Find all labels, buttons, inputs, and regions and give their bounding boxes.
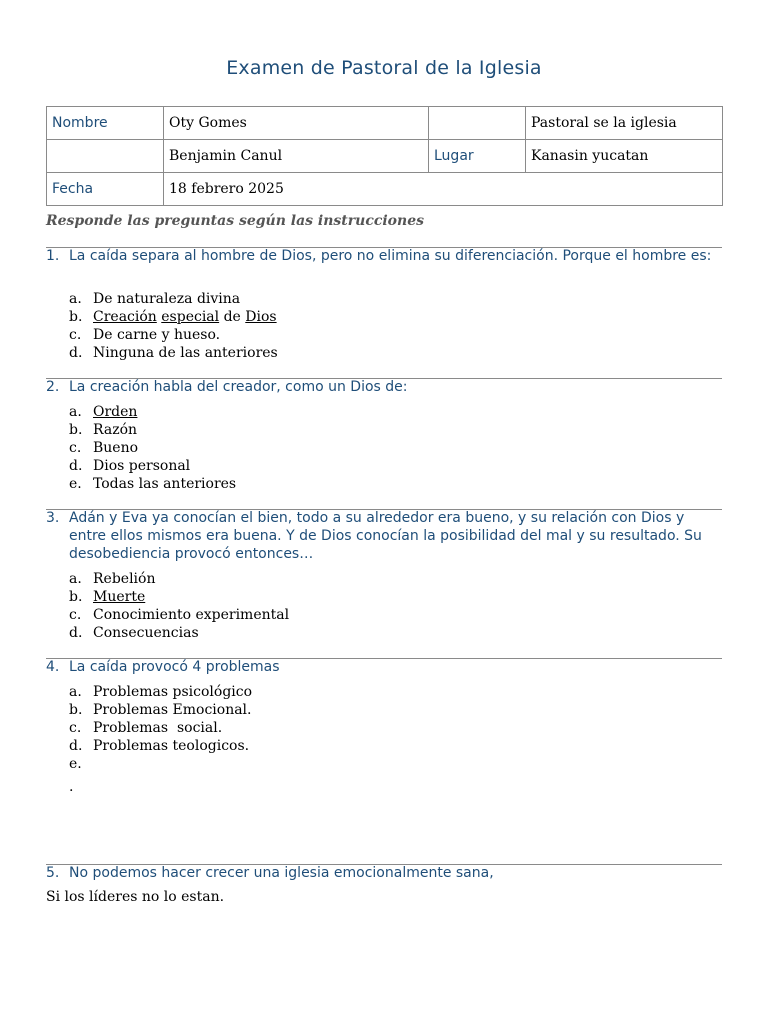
question-3-options [69,570,289,642]
second-name-value: Benjamin Canul [164,140,429,173]
question-1 [46,247,722,265]
option-e: e. [69,756,82,772]
question-text: La caída separa al hombre de Dios, pero no elimina su diferenciación. Porque el hombre es: [69,248,712,264]
question-4 [46,658,722,676]
question-text: La creación habla del creador, como un Dios de: [69,379,408,395]
question-4-options [69,683,252,773]
option-a: a. Rebelión [69,571,156,587]
name-label: Nombre [47,107,164,140]
option-d: d. Ninguna de las anteriores [69,345,278,361]
question-number: 5. [46,865,60,881]
table-row [47,140,723,173]
option-c: c. Bueno [69,440,139,456]
option-c: c. De carne y hueso. [69,327,221,343]
option-d: d. Consecuencias [69,625,199,641]
question-5 [46,864,722,882]
option-c: c. Conocimiento experimental [69,607,290,623]
question-2 [46,378,722,396]
place-value: Kanasin yucatan [526,140,723,173]
place-label: Lugar [429,140,526,173]
option-a: a. De naturaleza divina [69,291,241,307]
option-e: e. Todas las anteriores [69,476,237,492]
trailing-dot: . [69,779,74,795]
question-text: No podemos hacer crecer una iglesia emocionalmente sana, [69,865,494,881]
name-value: Oty Gomes [164,107,429,140]
option-d: d. Problemas teologicos. [69,738,250,754]
question-2-options [69,403,236,493]
course-value: Pastoral se la iglesia [526,107,723,140]
instructions: Responde las preguntas según las instrucciones [46,213,424,229]
question-text: Adán y Eva ya conocían el bien, todo a su alrededor era bueno, y su relación con Dios y entre ellos mismos era buena. Y de Dios conocían la posibilidad del mal y su resultado. Su desobediencia provocó entonces… [69,510,702,562]
date-label: Fecha [47,173,164,206]
option-d: d. Dios personal [69,458,191,474]
option-c: c. Problemas social. [69,720,223,736]
option-b: b. Muerte [69,589,146,605]
question-1-options [69,290,278,362]
question-3 [46,509,722,563]
date-value: 18 febrero 2025 [164,173,723,206]
option-b: b. Problemas Emocional. [69,702,252,718]
table-row [47,173,723,206]
question-number: 3. [46,510,60,526]
info-table [46,106,723,206]
empty-cell [429,107,526,140]
empty-cell [47,140,164,173]
option-b: b. Creación especial de Dios [69,309,277,325]
option-a: a. Orden [69,404,138,420]
option-a: a. Problemas psicológico [69,684,253,700]
table-row [47,107,723,140]
answer-text: Si los líderes no lo estan. [46,889,225,905]
option-b: b. Razón [69,422,138,438]
question-number: 4. [46,659,60,675]
page-title: Examen de Pastoral de la Iglesia [226,57,542,79]
question-text: La caída provocó 4 problemas [69,659,280,675]
question-number: 1. [46,248,60,264]
question-number: 2. [46,379,60,395]
